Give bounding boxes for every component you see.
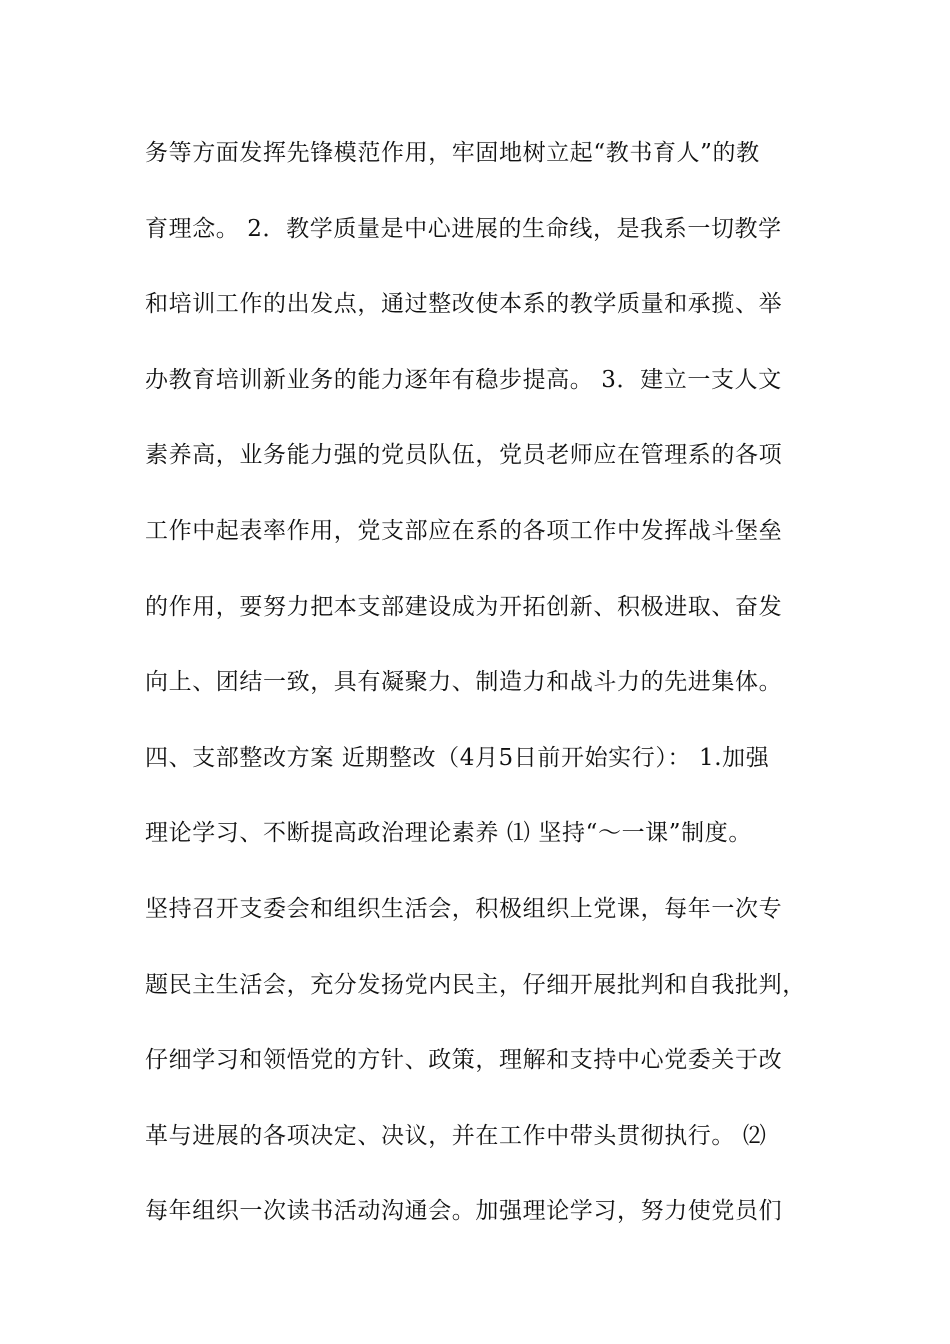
text-line: 办教育培训新业务的能力逐年有稳步提高。 3．建立一支人文 bbox=[145, 366, 782, 393]
text-line: 仔细学习和领悟党的方针、政策，理解和支持中心党委关于改 bbox=[145, 1047, 783, 1074]
body-text bbox=[145, 128, 825, 1262]
text-line: 素养高，业务能力强的党员队伍，党员老师应在管理系的各项 bbox=[145, 442, 783, 469]
text-line: 工作中起表率作用，党支部应在系的各项工作中发挥战斗堡垒 bbox=[145, 517, 783, 544]
text-line: 革与进展的各项决定、决议，并在工作中带头贯彻执行。 ⑵ bbox=[145, 1122, 767, 1149]
text-line: 理论学习、不断提高政治理论素养 ⑴ 坚持“～一课”制度。 bbox=[145, 820, 752, 847]
text-line: 向上、团结一致，具有凝聚力、制造力和战斗力的先进集体。 bbox=[145, 669, 783, 696]
text-line: 的作用，要努力把本支部建设成为开拓创新、积极进取、奋发 bbox=[145, 593, 783, 620]
text-line: 育理念。 2．教学质量是中心进展的生命线，是我系一切教学 bbox=[145, 215, 782, 242]
section-heading-line: 四、支部整改方案 近期整改（4月5日前开始实行）： 1.加强 bbox=[145, 744, 770, 771]
text-line: 和培训工作的出发点，通过整改使本系的教学质量和承揽、举 bbox=[145, 291, 783, 318]
text-line: 坚持召开支委会和组织生活会，积极组织上党课，每年一次专 bbox=[145, 895, 783, 922]
text-line: 题民主生活会，充分发扬党内民主，仔细开展批判和自我批判， bbox=[145, 971, 806, 998]
text-line: 每年组织一次读书活动沟通会。加强理论学习，努力使党员们 bbox=[145, 1198, 783, 1225]
text-line: 务等方面发挥先锋模范作用，牢固地树立起“教书育人”的教 bbox=[145, 140, 760, 166]
